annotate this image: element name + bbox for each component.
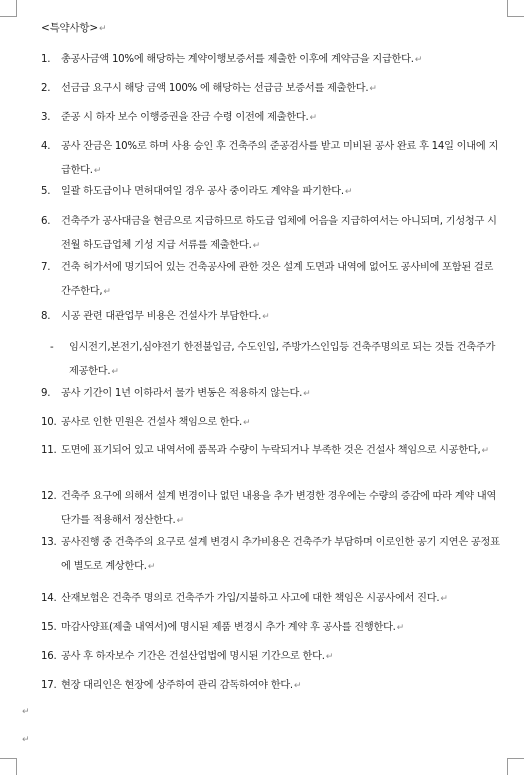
term-number: 3. (41, 112, 51, 123)
term-item (41, 106, 504, 130)
term-number: 14. (41, 593, 57, 604)
term-item (41, 411, 504, 435)
term-number: 7. (41, 262, 51, 273)
term-number: 6. (41, 216, 51, 227)
term-text: 공사진행 중 건축주의 요구로 설계 변경시 추가비용은 건축주가 부담하며 이로인한 공기 지연은 공정표에 별도로 계상한다.↵ (61, 537, 500, 572)
term-number: 10. (41, 417, 57, 428)
term-number: 5. (41, 186, 51, 197)
term-text: 건축 허가서에 명기되어 있는 건축공사에 관한 것은 설계 도면과 내역에 없어도 공사비에 포함된 걸로 간주한다,↵ (61, 262, 494, 297)
term-item (41, 645, 504, 669)
term-number: 4. (41, 141, 51, 152)
empty-paragraph-mark-icon: ↵ (22, 707, 30, 717)
term-item (41, 587, 504, 611)
term-number: 16. (41, 651, 57, 662)
term-text: 공사 후 하자보수 기간은 건설산업법에 명시된 기간으로 한다.↵ (61, 651, 333, 662)
crop-mark-bottom-left (0, 758, 17, 775)
term-text: 공사 기간이 1년 이하라서 물가 변동은 적용하지 않는다.↵ (61, 388, 311, 399)
term-number: 8. (41, 311, 51, 322)
sub-bullet-item (50, 336, 505, 384)
term-number: 15. (41, 622, 57, 633)
term-item (41, 531, 504, 579)
crop-mark-top-right (507, 0, 524, 17)
term-text: 공사로 인한 민원은 건설사 책임으로 한다.↵ (61, 417, 251, 428)
crop-mark-bottom-right (507, 758, 524, 775)
bullet-dash: - (50, 342, 54, 353)
term-number: 17. (41, 680, 57, 691)
term-item (41, 77, 504, 101)
term-text: 일괄 하도급이나 면허대여일 경우 공사 중이라도 계약을 파기한다.↵ (61, 186, 353, 197)
term-text: 건축주 요구에 의해서 설계 변경이나 없던 내용을 추가 변경한 경우에는 수량의 증감에 따라 계약 내역 단가를 적용해서 정산한다.↵ (61, 491, 497, 526)
term-number: 12. (41, 491, 57, 502)
term-item (41, 256, 504, 304)
term-item (41, 180, 504, 204)
term-item (41, 616, 504, 640)
term-item (41, 485, 504, 533)
term-item (41, 210, 504, 258)
term-number: 11. (41, 445, 57, 456)
term-item (41, 382, 504, 406)
term-number: 9. (41, 388, 51, 399)
term-number: 13. (41, 537, 57, 548)
term-text: 시공 관련 대관업무 비용은 건설사가 부담한다.↵ (61, 311, 270, 322)
term-text: 선금급 요구시 해당 금액 100% 에 해당하는 선급금 보증서를 제출한다.↵ (61, 83, 377, 94)
term-item (41, 48, 504, 72)
sub-bullet-text: 임시전기,본전기,심야전기 한전불입금, 수도인입, 주방가스인입등 건축주명의로 되는 것들 건축주가 제공한다.↵ (69, 342, 496, 377)
term-number: 2. (41, 83, 51, 94)
term-text: 공사 잔금은 10%로 하며 사용 승인 후 건축주의 준공검사를 받고 미비된 공사 완료 후 14일 이내에 지급한다.↵ (61, 141, 499, 176)
term-item (41, 135, 504, 183)
crop-mark-top-left (0, 0, 17, 17)
term-item (41, 305, 504, 329)
term-number: 1. (41, 54, 51, 65)
term-text: 건축주가 공사대금을 현금으로 지급하므로 하도급 업체에 어음을 지급하여서는 아니되며, 기성청구 시 전월 하도급업체 기성 지급 서류를 제출한다.↵ (61, 216, 497, 251)
term-text: 도면에 표기되어 있고 내역서에 품목과 수량이 누락되거나 부족한 것은 건설사 책임으로 시공한다,↵ (61, 445, 489, 456)
term-item (41, 439, 504, 463)
term-text: 총공사금액 10%에 해당하는 계약이행보증서를 제출한 이후에 계약금을 지급한다.↵ (61, 54, 423, 65)
empty-paragraph-mark-icon: ↵ (22, 735, 30, 745)
paragraph-mark-icon: ↵ (98, 24, 107, 34)
term-text: 준공 시 하자 보수 이행증권을 잔금 수령 이전에 제출한다.↵ (61, 112, 317, 123)
heading-text: <특약사항> (41, 22, 98, 34)
special-terms-heading (41, 20, 106, 35)
term-item (41, 674, 504, 698)
term-text: 산재보험은 건축주 명의로 건축주가 가입/지불하고 사고에 대한 책임은 시공사에서 진다.↵ (61, 593, 448, 604)
term-text: 마감사양표(제출 내역서)에 명시된 제품 변경시 추가 계약 후 공사를 진행한다.↵ (61, 622, 404, 633)
term-text: 현장 대리인은 현장에 상주하여 관리 감독하여야 한다.↵ (61, 680, 302, 691)
